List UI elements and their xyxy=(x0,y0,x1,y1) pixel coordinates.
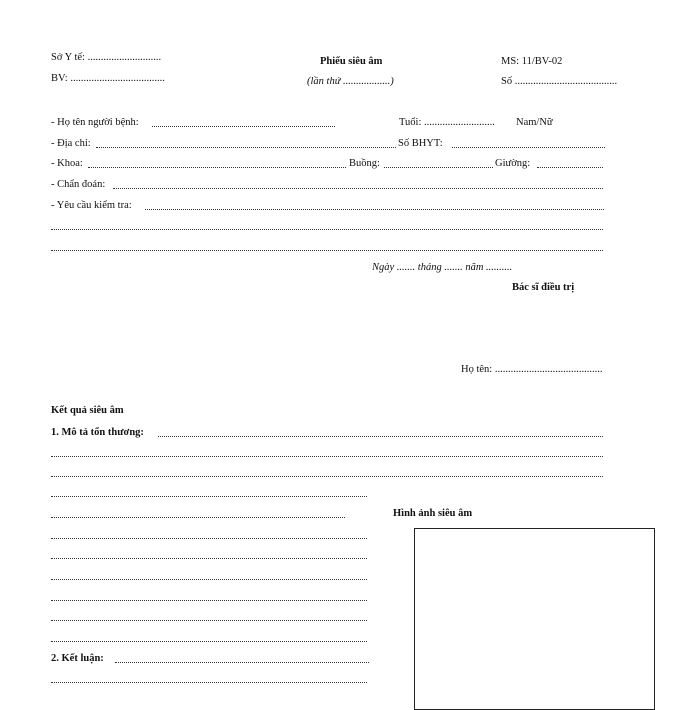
mo-ta-line-7[interactable] xyxy=(51,558,367,559)
doctor-label: Bác sĩ điều trị xyxy=(512,282,575,293)
giuong-label: Giường: xyxy=(495,158,531,169)
yeu-cau-line[interactable] xyxy=(145,209,604,210)
ket-luan-label: 2. Kết luận: xyxy=(51,653,104,664)
ket-luan-line-1[interactable] xyxy=(115,662,369,663)
dia-chi-label: - Địa chỉ: xyxy=(51,138,91,149)
so-field: Số ....................................... xyxy=(501,76,618,87)
so-bhyt-label: Số BHYT: xyxy=(398,138,443,149)
form-code: MS: 11/BV-02 xyxy=(501,56,563,67)
yeu-cau-line-3[interactable] xyxy=(51,250,603,251)
ket-luan-line-2[interactable] xyxy=(51,682,367,683)
yeu-cau-line-2[interactable] xyxy=(51,229,603,230)
khoa-label: - Khoa: xyxy=(51,158,83,169)
mo-ta-line-3[interactable] xyxy=(51,476,603,477)
mo-ta-line-1[interactable] xyxy=(158,436,603,437)
date-line: Ngày ....... tháng ....... năm .......... xyxy=(372,262,513,273)
doctor-name-field: Họ tên: ......................................... xyxy=(461,364,603,375)
results-heading: Kết quả siêu âm xyxy=(51,405,124,416)
mo-ta-line-11[interactable] xyxy=(51,641,367,642)
gioi-label: Nam/Nữ xyxy=(516,117,553,128)
yeu-cau-label: - Yêu cầu kiểm tra: xyxy=(51,200,132,211)
hinh-anh-label: Hình ảnh siêu âm xyxy=(393,508,473,519)
ho-ten-label: - Họ tên người bệnh: xyxy=(51,117,139,128)
giuong-line[interactable] xyxy=(537,167,603,168)
page-title: Phiếu siêu âm xyxy=(320,56,383,67)
mo-ta-line-9[interactable] xyxy=(51,600,367,601)
mo-ta-line-5[interactable] xyxy=(51,517,345,518)
so-bhyt-line[interactable] xyxy=(452,147,605,148)
dia-chi-line[interactable] xyxy=(96,147,396,148)
buong-label: Buồng: xyxy=(349,158,380,169)
buong-line[interactable] xyxy=(384,167,493,168)
khoa-line[interactable] xyxy=(88,167,346,168)
mo-ta-line-8[interactable] xyxy=(51,579,367,580)
mo-ta-label: 1. Mô tả tổn thương: xyxy=(51,427,144,438)
lan-thu-field: (lần thứ ..................) xyxy=(307,76,394,87)
bv-field: BV: .................................... xyxy=(51,73,165,84)
tuoi-field: Tuổi: ........................... xyxy=(399,117,495,128)
ho-ten-line[interactable] xyxy=(152,126,335,127)
chan-doan-label: - Chẩn đoán: xyxy=(51,179,106,190)
mo-ta-line-10[interactable] xyxy=(51,620,367,621)
chan-doan-line[interactable] xyxy=(113,188,603,189)
mo-ta-line-4[interactable] xyxy=(51,496,367,497)
mo-ta-line-6[interactable] xyxy=(51,538,367,539)
mo-ta-line-2[interactable] xyxy=(51,456,603,457)
ultrasound-image-box xyxy=(414,528,655,710)
so-y-te-field: Sở Y tế: ............................ xyxy=(51,52,162,63)
